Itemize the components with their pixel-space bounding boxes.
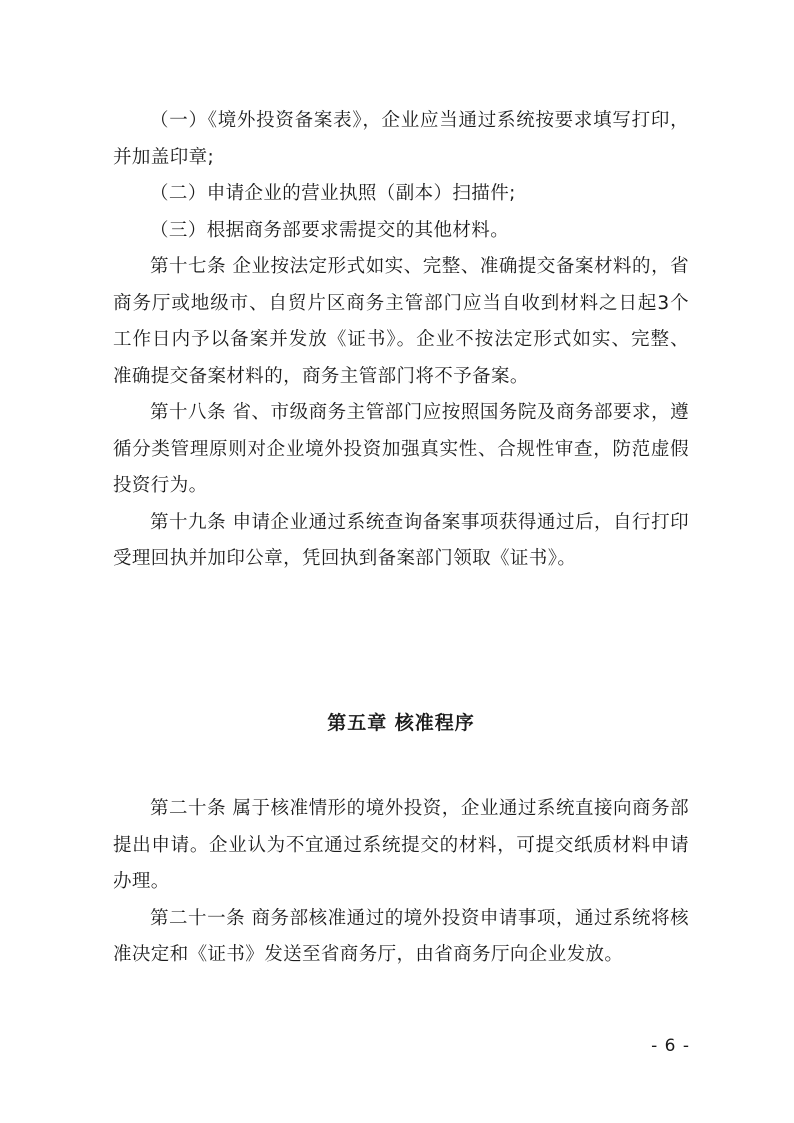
paragraph-material-item-2: （二）申请企业的营业执照（副本）扫描件; bbox=[150, 183, 516, 204]
body-text-before-heading bbox=[113, 103, 689, 578]
body-text-after-heading bbox=[113, 791, 689, 974]
paragraph-article-17: 第十七条 企业按法定形式如实、完整、准确提交备案材料的，省商务厅或地级市、自贸片区商务主管部门应当自收到材料之日起3个工作日内予以备案并发放《证书》。企业不按法定形式如实、完整、准确提交备案材料的，商务主管部门将不予备案。 bbox=[113, 256, 689, 387]
page-number: - 6 - bbox=[651, 1036, 690, 1056]
chapter-heading: 第五章 核准程序 bbox=[327, 712, 475, 734]
paragraph-material-item-3: （三）根据商务部要求需提交的其他材料。 bbox=[150, 219, 510, 241]
paragraph-article-18: 第十八条 省、市级商务主管部门应按照国务院及商务部要求，遵循分类管理原则对企业境外投资加强真实性、合规性审查，防范虚假投资行为。 bbox=[113, 402, 689, 496]
paragraph-article-19: 第十九条 申请企业通过系统查询备案事项获得通过后，自行打印受理回执并加印公章，凭回执到备案部门领取《证书》。 bbox=[113, 511, 689, 569]
paragraph-material-item-1: （一）《境外投资备案表》，企业应当通过系统按要求填写打印，并加盖印章; bbox=[113, 110, 689, 168]
paragraph-article-21: 第二十一条 商务部核准通过的境外投资申请事项，通过系统将核准决定和《证书》发送至省商务厅，由省商务厅向企业发放。 bbox=[113, 907, 689, 965]
paragraph-article-20: 第二十条 属于核准情形的境外投资，企业通过系统直接向商务部提出申请。企业认为不宜通过系统提交的材料，可提交纸质材料申请办理。 bbox=[113, 798, 689, 892]
